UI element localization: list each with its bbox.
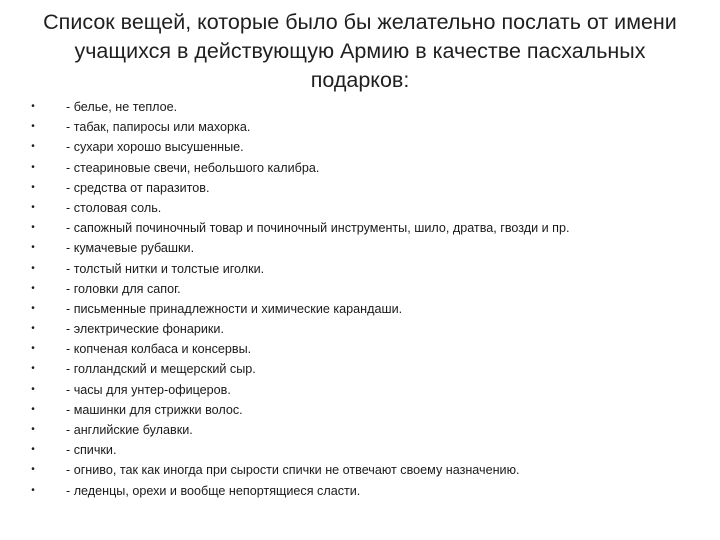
list-item: [28, 339, 698, 359]
list-item: [28, 420, 698, 440]
list-item: [28, 299, 698, 319]
list-item-text: - копченая колбаса и консервы.: [66, 342, 252, 357]
list-item-text: - толстый нитки и толстые иголки.: [66, 261, 265, 276]
list-item: [28, 97, 698, 117]
bullet-icon: •: [31, 262, 35, 274]
list-item-text: - леденцы, орехи и вообще непортящиеся сласти.: [66, 483, 361, 498]
list-item-text: - часы для унтер-офицеров.: [66, 382, 231, 397]
bullet-icon: •: [31, 383, 35, 395]
list-item-text: - кумачевые рубашки.: [66, 241, 195, 256]
bullet-icon: •: [31, 363, 35, 375]
list-item: [28, 137, 698, 157]
list-item: [28, 117, 698, 137]
list-item-text: - спички.: [66, 443, 117, 458]
list-item: [28, 359, 698, 379]
list-item: [28, 481, 698, 501]
list-item: [28, 440, 698, 460]
bullet-icon: •: [31, 141, 35, 153]
bullet-icon: •: [31, 282, 35, 294]
bullet-icon: •: [31, 343, 35, 355]
list-item-text: - сапожный починочный товар и починочный инструменты, шило, дратва, гвозди и пр.: [66, 221, 570, 236]
item-list: [28, 97, 698, 501]
bullet-icon: •: [31, 403, 35, 415]
list-item: [28, 460, 698, 480]
list-item-text: - стеариновые свечи, небольшого калибра.: [66, 160, 320, 175]
bullet-icon: •: [31, 323, 35, 335]
list-item-text: - средства от паразитов.: [66, 180, 210, 195]
list-item: [28, 198, 698, 218]
bullet-icon: •: [31, 444, 35, 456]
bullet-icon: •: [31, 484, 35, 496]
bullet-icon: •: [31, 201, 35, 213]
list-item: [28, 218, 698, 238]
bullet-icon: •: [31, 464, 35, 476]
slide-title: Список вещей, которые было бы желательно послать от имени учащихся в действующую Армию в качестве пасхальных подарков:: [43, 10, 677, 92]
bullet-icon: •: [31, 121, 35, 133]
list-item: [28, 238, 698, 258]
list-item: [28, 158, 698, 178]
list-item-text: - белье, не теплое.: [66, 100, 178, 114]
bullet-icon: •: [31, 302, 35, 314]
list-item-text: - табак, папиросы или махорка.: [66, 120, 251, 135]
list-item: [28, 178, 698, 198]
list-item-text: - головки для сапог.: [66, 281, 181, 296]
bullet-icon: •: [31, 424, 35, 435]
bullet-icon: •: [31, 161, 35, 173]
list-item-text: - электрические фонарики.: [66, 322, 224, 337]
list-item: [28, 279, 698, 299]
list-item-text: - столовая соль.: [66, 200, 162, 215]
list-item-text: - огниво, так как иногда при сырости спички не отвечают своему назначению.: [66, 463, 520, 478]
bullet-icon: •: [31, 242, 35, 254]
list-item: [28, 259, 698, 279]
list-item: [28, 400, 698, 420]
bullet-icon: •: [31, 181, 35, 193]
bullet-icon: •: [31, 101, 35, 112]
list-item: [28, 319, 698, 339]
list-item-text: - письменные принадлежности и химические карандаши.: [66, 301, 403, 316]
list-item-text: - машинки для стрижки волос.: [66, 402, 243, 417]
list-item-text: - сухари хорошо высушенные.: [66, 140, 244, 155]
list-item-text: - английские булавки.: [66, 423, 193, 437]
bullet-icon: •: [31, 222, 35, 234]
list-item: [28, 380, 698, 400]
list-item-text: - голландский и мещерский сыр.: [66, 362, 256, 377]
